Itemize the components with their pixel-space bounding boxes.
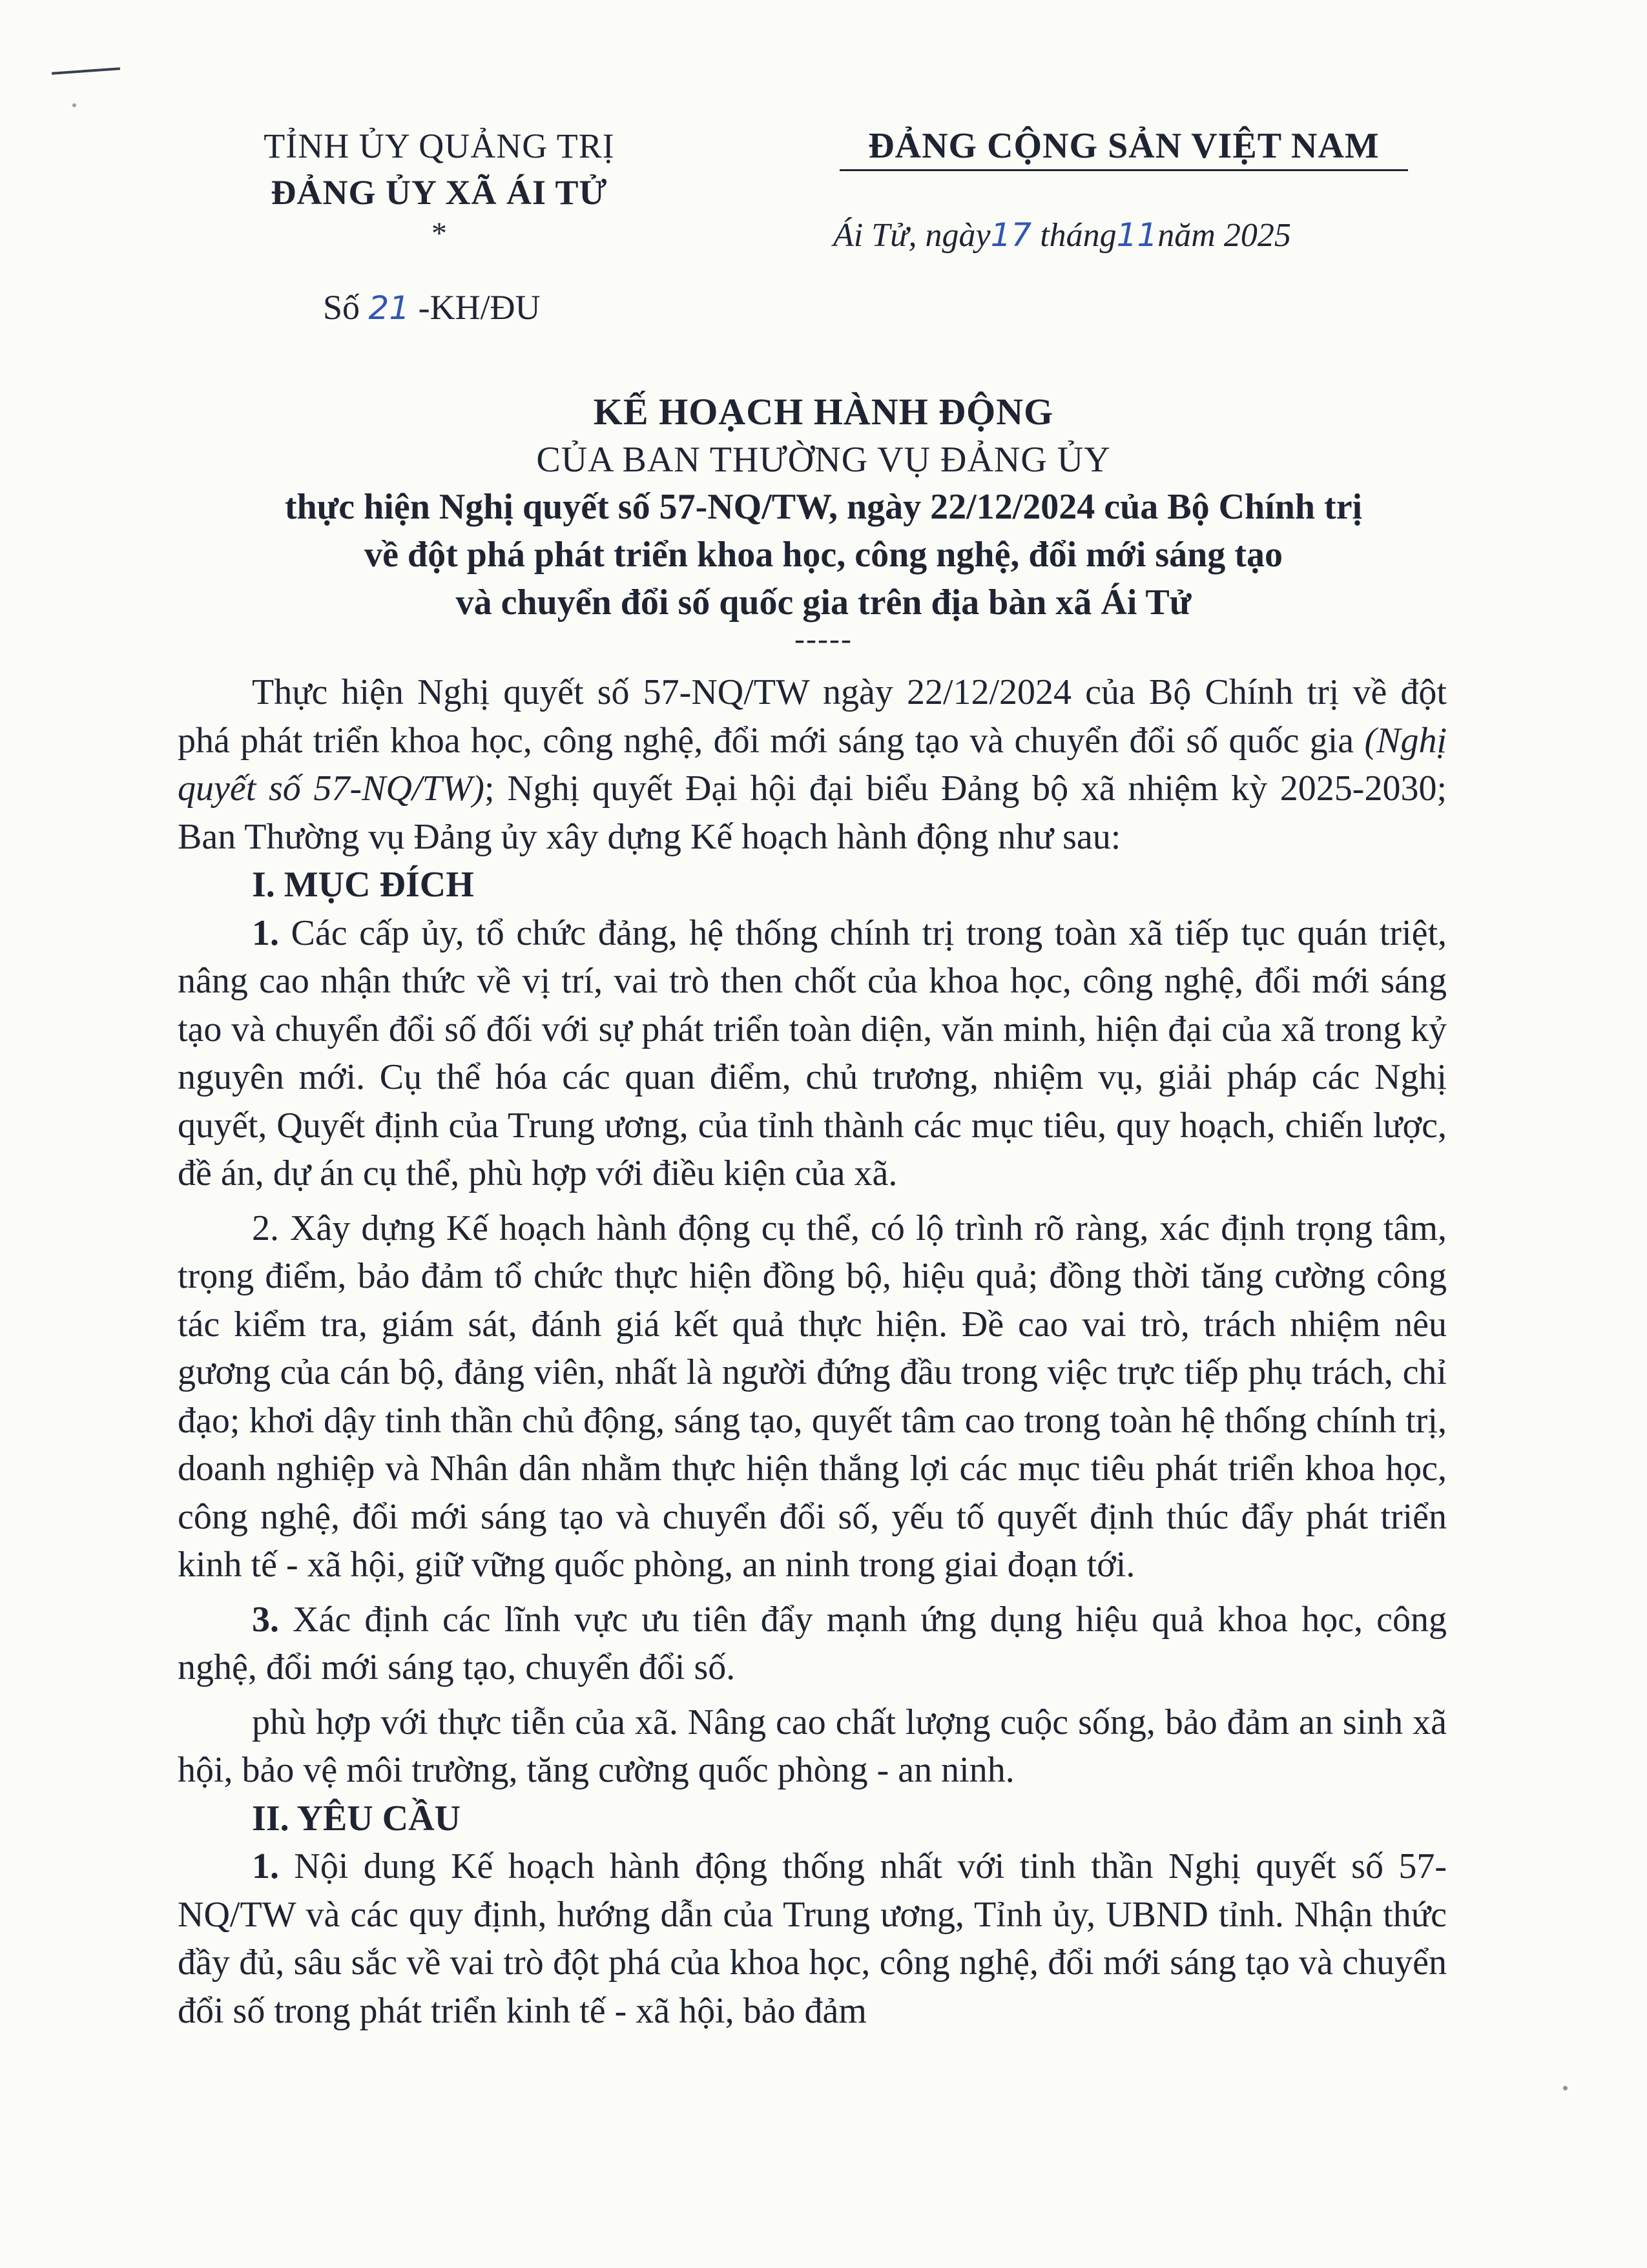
document-body [178, 668, 1447, 2035]
issue-date [833, 216, 1291, 254]
title-line-2: CỦA BAN THƯỜNG VỤ ĐẢNG ỦY [536, 440, 1111, 480]
intro-paragraph: Thực hiện Nghị quyết số 57-NQ/TW ngày 22/12/2024 của Bộ Chính trị về đột phá phát triển khoa học, công nghệ, đổi mới sáng tạo và chuyển đổi số quốc gia (Nghị quyết số 57-NQ/TW); Nghị quyết Đại hội đại biểu Đảng bộ xã nhiệm kỳ 2025-2030; Ban Thường vụ Đảng ủy xây dựng Kế hoạch hành động như sau: [178, 672, 1447, 857]
date-day-handwritten: 17 [990, 216, 1032, 254]
issuer-block [213, 123, 665, 249]
document-number [323, 287, 541, 327]
section2-item: 1. Nội dung Kế hoạch hành động thống nhất với tinh thần Nghị quyết số 57-NQ/TW và các quy định, hướng dẫn của Trung ương, Tỉnh ủy, UBND tỉnh. Nhận thức đầy đủ, sâu sắc về vai trò đột phá của khoa học, công nghệ, đổi mới sáng tạo và chuyển đổi số trong phát triển kinh tế - xã hội, bảo đảm [178, 1846, 1447, 2031]
scan-dot [72, 103, 76, 107]
issuer-name: ĐẢNG ỦY XÃ ÁI TỬ [271, 173, 608, 212]
issuer-parent: TỈNH ỦY QUẢNG TRỊ [264, 127, 615, 165]
section-heading: II. YÊU CẦU [252, 1798, 461, 1839]
section1-item: 3. Xác định các lĩnh vực ưu tiên đẩy mạnh ứng dụng hiệu quả khoa học, công nghệ, đổi mới sáng tạo, chuyển đổi số. [178, 1599, 1447, 1687]
document-title [129, 387, 1518, 656]
section1-item: 1. Các cấp ủy, tổ chức đảng, hệ thống chính trị trong toàn xã tiếp tục quán triệt, nâng cao nhận thức về vị trí, vai trò then chốt của khoa học, công nghệ, đổi mới sáng tạo và chuyển đổi số đối với sự phát triển toàn diện, văn minh, hiện đại của xã trong kỷ nguyên mới. Cụ thể hóa các quan điểm, chủ trương, nhiệm vụ, giải pháp các Nghị quyết, Quyết định của Trung ương, của tỉnh thành các mục tiêu, quy hoạch, chiến lược, đề án, dự án cụ thể, phù hợp với điều kiện của xã. [178, 912, 1447, 1193]
party-block [801, 123, 1447, 171]
section1-item: 2. Xây dựng Kế hoạch hành động cụ thể, có lộ trình rõ ràng, xác định trọng tâm, trọng điểm, bảo đảm tổ chức thực hiện đồng bộ, hiệu quả; đồng thời tăng cường công tác kiểm tra, giám sát, đánh giá kết quả thực hiện. Đề cao vai trò, trách nhiệm nêu gương của cán bộ, đảng viên, nhất là người đứng đầu trong việc trực tiếp phụ trách, chỉ đạo; khơi dậy tinh thần chủ động, sáng tạo, quyết tâm cao trong toàn hệ thống chính trị, doanh nghiệp và Nhân dân nhằm thực hiện thắng lợi các mục tiêu phát triển khoa học, công nghệ, đổi mới sáng tạo và chuyển đổi số, yếu tố quyết định thúc đẩy phát triển kinh tế - xã hội, giữ vững quốc phòng, an ninh trong giai đoạn tới. [178, 1208, 1447, 1585]
title-separator: ----- [794, 622, 853, 656]
scan-mark [52, 67, 120, 74]
title-line-5: và chuyển đổi số quốc gia trên địa bàn xã Ái Tử [455, 582, 1192, 623]
date-year: năm 2025 [1157, 217, 1291, 254]
doc-no-prefix: Số [323, 288, 360, 327]
doc-no-handwritten: 21 [368, 289, 410, 327]
section-heading: I. MỤC ĐÍCH [252, 865, 474, 905]
party-name: ĐẢNG CỘNG SẢN VIỆT NAM [868, 126, 1380, 166]
title-line-1: KẾ HOẠCH HÀNH ĐỘNG [593, 391, 1054, 433]
date-month-handwritten: 11 [1116, 216, 1158, 254]
scan-dot [1563, 2086, 1568, 2090]
title-line-3: thực hiện Nghị quyết số 57-NQ/TW, ngày 22/12/2024 của Bộ Chính trị [284, 487, 1363, 527]
date-month-label: tháng [1040, 217, 1117, 254]
title-line-4: về đột phá phát triển khoa học, công nghệ, đổi mới sáng tạo [364, 535, 1283, 575]
party-underline [840, 169, 1408, 171]
date-place: Ái Tử, ngày [833, 217, 991, 254]
doc-no-suffix: -KH/ĐU [418, 288, 541, 327]
star-mark: * [431, 216, 447, 251]
intro-italic: (Nghị quyết số 57-NQ/TW) [178, 720, 1447, 809]
section1-continuation: phù hợp với thực tiễn của xã. Nâng cao chất lượng cuộc sống, bảo đảm an sinh xã hội, bảo vệ môi trường, tăng cường quốc phòng - an ninh. [178, 1702, 1447, 1790]
